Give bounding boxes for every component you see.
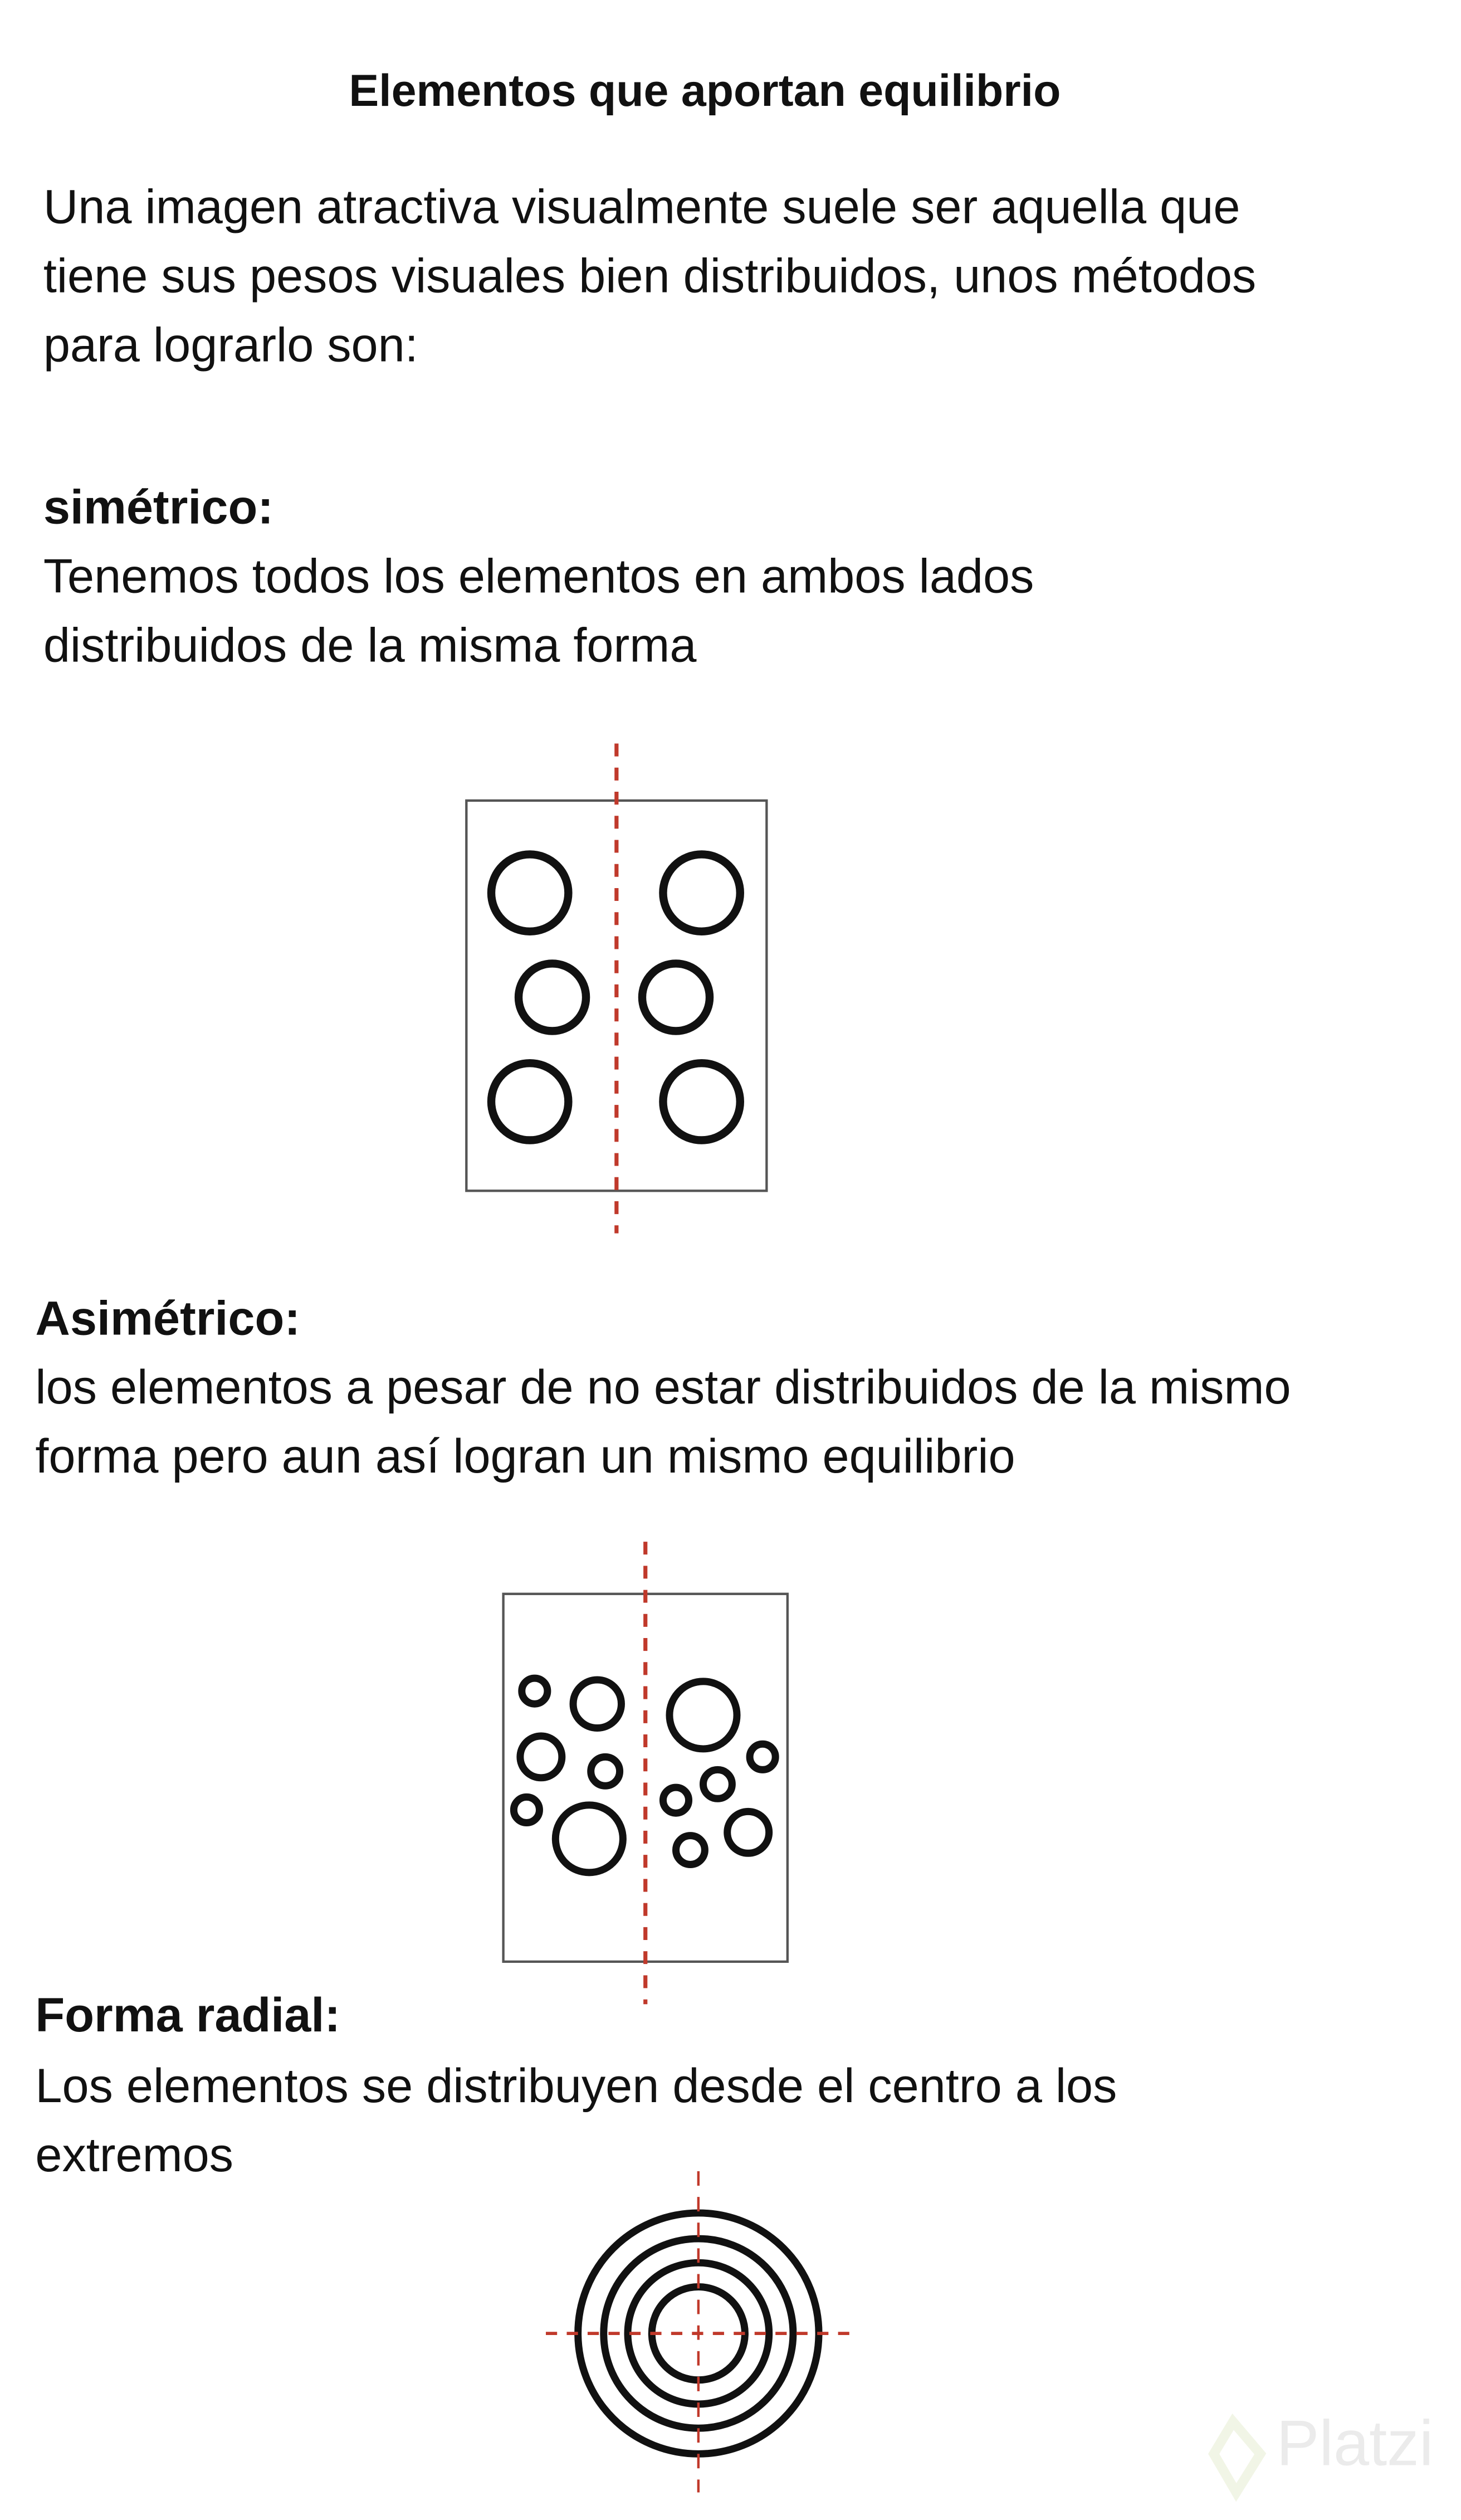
circle-shape bbox=[520, 1736, 562, 1778]
page-title: Elementos que aportan equilibrio bbox=[349, 66, 1061, 116]
circle-shape bbox=[555, 1805, 623, 1873]
symmetric-text: Tenemos todos los elementos en ambos lados bbox=[43, 550, 1034, 604]
circle-shape bbox=[727, 1811, 769, 1853]
circle-shape bbox=[750, 1744, 775, 1770]
heading-symmetric: simétrico: bbox=[43, 481, 274, 535]
circle-shape bbox=[491, 1063, 568, 1140]
circle-shape bbox=[491, 854, 568, 931]
radial-text: extremos bbox=[35, 2129, 234, 2183]
circle-shape bbox=[670, 1681, 737, 1749]
radial-diagram bbox=[546, 2171, 859, 2492]
circle-shape bbox=[676, 1836, 705, 1865]
heading-radial: Forma radial: bbox=[35, 1990, 341, 2043]
circle-shape bbox=[591, 1757, 620, 1786]
heading-asymmetric: Asimétrico: bbox=[35, 1293, 301, 1346]
intro-line: para lograrlo son: bbox=[43, 319, 418, 373]
circle-shape bbox=[519, 963, 586, 1031]
intro-line: Una imagen atractiva visualmente suele ser aquella que bbox=[43, 181, 1240, 235]
circle-shape bbox=[573, 1680, 621, 1728]
circle-shape bbox=[642, 963, 710, 1031]
symmetric-diagram bbox=[466, 744, 766, 1234]
asymmetric-text: los elementos a pesar de no estar distribuidos de la mismo bbox=[35, 1362, 1291, 1415]
intro-line: tiene sus pesos visuales bien distribuidos, unos métodos bbox=[43, 250, 1257, 304]
circle-shape bbox=[514, 1797, 539, 1822]
radial-text: Los elementos se distribuyen desde el centro a los bbox=[35, 2060, 1117, 2114]
platzi-logo-icon bbox=[1214, 2422, 1260, 2493]
asymmetric-text: forma pero aun así logran un mismo equilibrio bbox=[35, 1431, 1015, 1484]
watermark: Platzi bbox=[1276, 2409, 1434, 2480]
circle-shape bbox=[663, 1787, 688, 1813]
circle-shape bbox=[522, 1678, 548, 1704]
asymmetric-diagram bbox=[504, 1542, 788, 2004]
circle-shape bbox=[703, 1770, 732, 1798]
circle-shape bbox=[663, 854, 740, 931]
circle-shape bbox=[663, 1063, 740, 1140]
symmetric-text: distribuidos de la misma forma bbox=[43, 620, 697, 673]
